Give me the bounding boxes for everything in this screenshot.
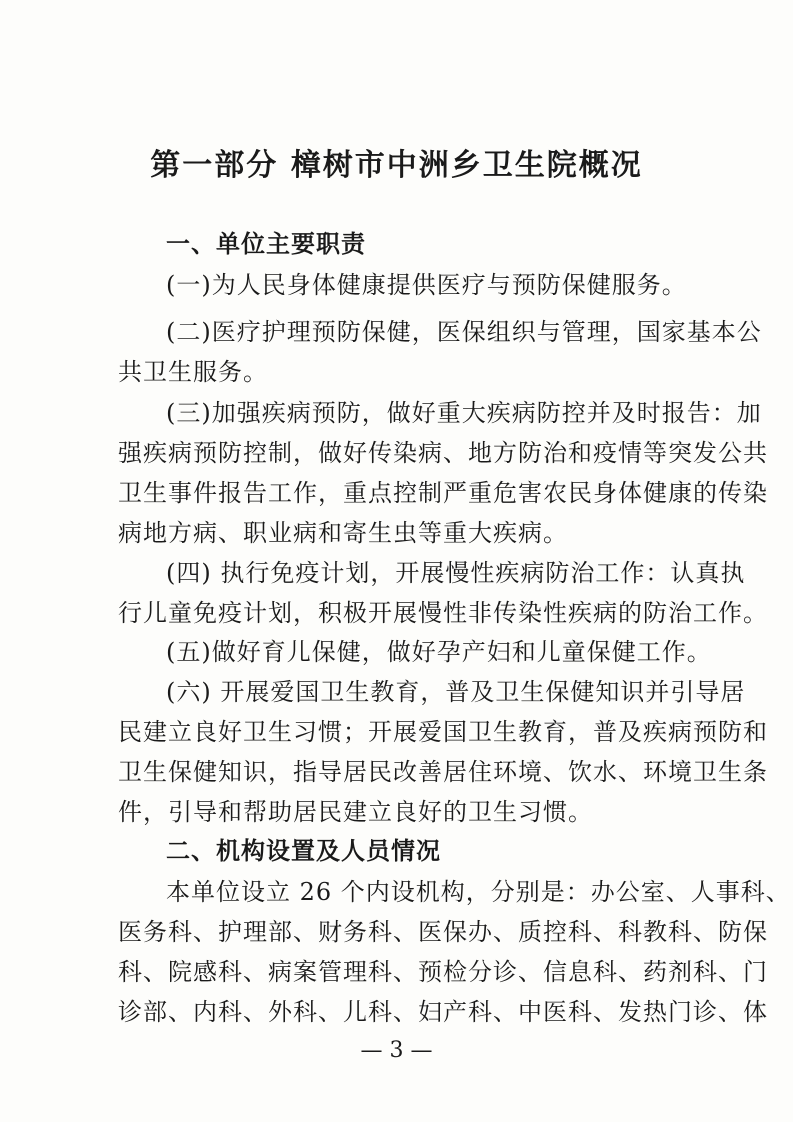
org-line-4: 诊部、内科、外科、儿科、妇产科、中医科、发热门诊、体 — [118, 998, 768, 1026]
duty-3-line-2: 强疾病预防控制，做好传染病、地方防治和疫情等突发公共 — [118, 439, 768, 467]
page-title: 第一部分 樟树市中洲乡卫生院概况 — [150, 148, 643, 183]
duty-4-line-2: 行儿童免疫计划，积极开展慢性非传染性疾病的防治工作。 — [118, 599, 768, 627]
section1-heading: 一、单位主要职责 — [166, 230, 366, 258]
duty-6-line-3: 卫生保健知识，指导居民改善居住环境、饮水、环境卫生条 — [118, 758, 768, 786]
page-number: — 3 — — [360, 1038, 433, 1063]
duty-3-line-3: 卫生事件报告工作，重点控制严重危害农民身体健康的传染 — [118, 479, 768, 507]
duty-4-line-1: (四) 执行免疫计划，开展慢性疾病防治工作：认真执 — [166, 559, 746, 587]
duty-2-line-2: 共卫生服务。 — [118, 358, 268, 386]
duty-6-line-1: (六) 开展爱国卫生教育，普及卫生保健知识并引导居 — [166, 678, 746, 706]
duty-2-line-1: (二)医疗护理预防保健，医保组织与管理，国家基本公 — [166, 318, 762, 346]
duty-1-line-1: (一)为人民身体健康提供医疗与预防保健服务。 — [166, 271, 687, 299]
duty-3-line-4: 病地方病、职业病和寄生虫等重大疾病。 — [118, 519, 568, 547]
org-line-1: 本单位设立 26 个内设机构，分别是：办公室、人事科、 — [166, 878, 791, 906]
duty-3-line-1: (三)加强疾病预防，做好重大疾病防控并及时报告：加 — [166, 399, 762, 427]
section2-heading: 二、机构设置及人员情况 — [166, 837, 441, 865]
org-line-2: 医务科、护理部、财务科、医保办、质控科、科教科、防保 — [118, 918, 768, 946]
duty-6-line-2: 民建立良好卫生习惯；开展爱国卫生教育，普及疾病预防和 — [118, 718, 768, 746]
duty-5-line-1: (五)做好育儿保健，做好孕产妇和儿童保健工作。 — [166, 638, 712, 666]
duty-6-line-4: 件，引导和帮助居民建立良好的卫生习惯。 — [118, 798, 593, 826]
org-line-3: 科、院感科、病案管理科、预检分诊、信息科、药剂科、门 — [118, 958, 768, 986]
